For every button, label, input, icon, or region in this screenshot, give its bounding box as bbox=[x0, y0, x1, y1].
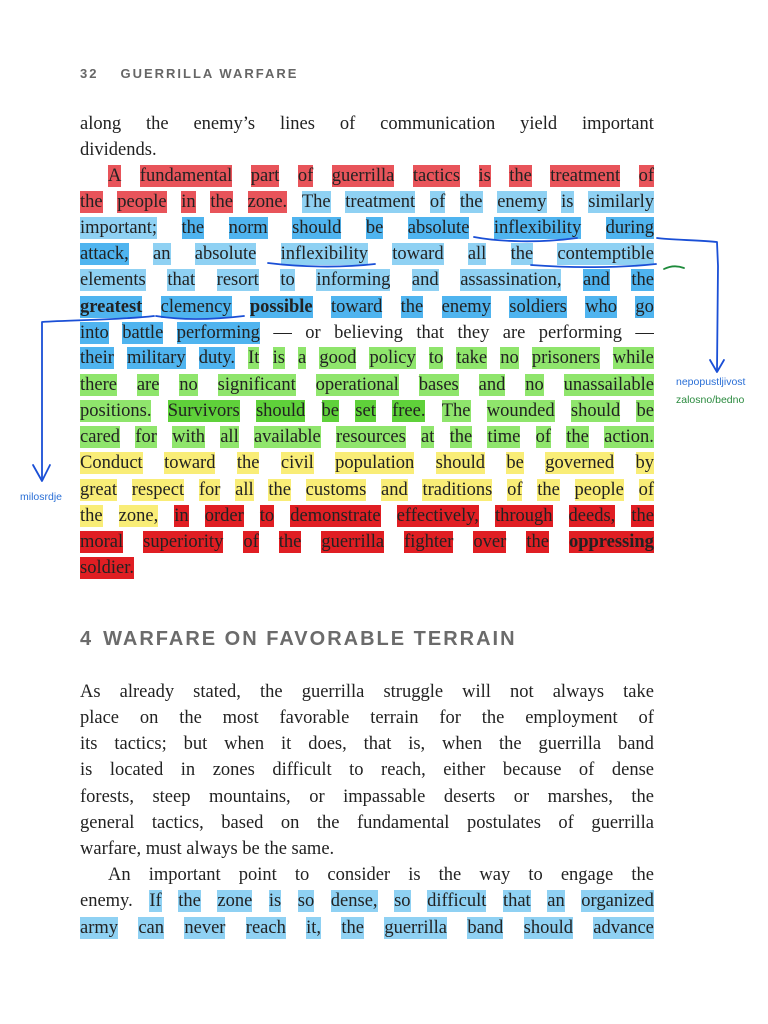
word: inflexibility bbox=[280, 244, 368, 264]
word: the bbox=[400, 297, 424, 317]
word: of bbox=[339, 114, 356, 134]
word: zone. bbox=[247, 192, 288, 212]
word: be bbox=[321, 401, 340, 421]
word: to bbox=[294, 865, 310, 885]
word: good bbox=[319, 348, 357, 368]
word: of bbox=[638, 480, 654, 500]
word: possible bbox=[249, 297, 313, 317]
word: while bbox=[612, 348, 654, 368]
word: should bbox=[435, 453, 486, 473]
word: take bbox=[623, 682, 654, 702]
word: It bbox=[248, 348, 260, 368]
word: an bbox=[153, 244, 171, 264]
word: are bbox=[136, 375, 160, 395]
word: it bbox=[281, 734, 292, 754]
word: based bbox=[221, 813, 264, 833]
word: will bbox=[462, 682, 491, 702]
word: all bbox=[220, 427, 239, 447]
word: all bbox=[467, 244, 487, 264]
word: the bbox=[526, 532, 549, 552]
word: or bbox=[513, 787, 530, 807]
word: traditions bbox=[422, 480, 493, 500]
word: toward bbox=[164, 453, 216, 473]
word: that bbox=[416, 323, 445, 343]
running-title: GUERRILLA WARFARE bbox=[120, 66, 299, 81]
word: cared bbox=[80, 427, 121, 447]
word: — bbox=[273, 323, 292, 343]
word: place bbox=[80, 708, 120, 728]
word: fundamental bbox=[356, 813, 450, 833]
word: of bbox=[243, 532, 259, 552]
word: should bbox=[523, 918, 573, 938]
word: is bbox=[80, 760, 93, 780]
word: Survivors bbox=[167, 401, 240, 421]
word: operational bbox=[315, 375, 399, 395]
word: employment bbox=[525, 708, 618, 728]
word: is bbox=[408, 865, 421, 885]
word: when bbox=[224, 734, 265, 754]
word: enemy. bbox=[80, 891, 133, 911]
word: guerrilla bbox=[591, 813, 654, 833]
word: be bbox=[242, 839, 260, 859]
word: the bbox=[631, 787, 654, 807]
margin-note-milosrdje: milosrdje bbox=[20, 491, 63, 503]
word: of bbox=[578, 760, 595, 780]
word: people bbox=[574, 480, 624, 500]
word: consider bbox=[327, 865, 391, 885]
word: reach, bbox=[381, 760, 426, 780]
word: the bbox=[509, 166, 532, 186]
word: guerrilla bbox=[301, 682, 365, 702]
word: all bbox=[235, 480, 254, 500]
word: customs bbox=[305, 480, 367, 500]
word: the bbox=[145, 114, 169, 134]
word: zone bbox=[217, 891, 253, 911]
word: the bbox=[537, 480, 560, 500]
underline-inflexibility-1 bbox=[474, 237, 577, 241]
word: treatment bbox=[550, 166, 621, 186]
word: does, bbox=[308, 734, 347, 754]
word: action. bbox=[604, 427, 654, 447]
word: they bbox=[457, 323, 490, 343]
word: is bbox=[478, 166, 491, 186]
word: for bbox=[439, 708, 461, 728]
word: or bbox=[309, 787, 325, 807]
word: at bbox=[421, 427, 435, 447]
word: be bbox=[365, 218, 384, 238]
word: similarly bbox=[588, 192, 654, 212]
word: along bbox=[80, 114, 122, 134]
word: stated, bbox=[193, 682, 241, 702]
arrow-left-line bbox=[42, 316, 154, 478]
margin-note-nepopustljivost: nepopustljivost bbox=[676, 376, 746, 388]
word: no bbox=[500, 348, 519, 368]
word: advance bbox=[593, 918, 654, 938]
word: battle bbox=[122, 323, 164, 343]
word: of bbox=[429, 192, 446, 212]
word: be bbox=[636, 401, 654, 421]
word: over bbox=[473, 532, 507, 552]
word: should bbox=[255, 401, 306, 421]
word: the bbox=[80, 506, 103, 526]
word: by bbox=[635, 453, 654, 473]
word: way bbox=[479, 865, 511, 885]
word: when bbox=[442, 734, 483, 754]
word: the bbox=[260, 682, 283, 702]
word: that bbox=[363, 734, 392, 754]
underline-inflexibility-2 bbox=[268, 263, 375, 267]
word: order bbox=[204, 506, 244, 526]
word: mountains, bbox=[208, 787, 291, 807]
word: general bbox=[80, 813, 135, 833]
word: engage bbox=[560, 865, 614, 885]
word: toward bbox=[330, 297, 383, 317]
word: so bbox=[297, 891, 315, 911]
underline-clemency bbox=[156, 316, 244, 319]
word: effectively, bbox=[396, 506, 479, 526]
word: assassination, bbox=[460, 270, 562, 290]
word: favorable bbox=[279, 708, 350, 728]
word: because bbox=[502, 760, 562, 780]
word: and bbox=[411, 270, 439, 290]
word: terrain bbox=[370, 708, 419, 728]
word: go bbox=[635, 297, 654, 317]
word: the bbox=[481, 708, 505, 728]
word: who bbox=[585, 297, 618, 317]
word: the bbox=[316, 813, 340, 833]
word: should bbox=[292, 218, 342, 238]
word: an bbox=[547, 891, 565, 911]
word: it, bbox=[306, 918, 322, 938]
word: in bbox=[174, 506, 189, 526]
word: unassailable bbox=[563, 375, 654, 395]
word: elements bbox=[80, 270, 146, 290]
word: fighter bbox=[404, 532, 454, 552]
word: the bbox=[236, 453, 260, 473]
word: of bbox=[558, 813, 574, 833]
word: deserts bbox=[443, 787, 496, 807]
word: moral bbox=[80, 532, 124, 552]
word: are bbox=[502, 323, 526, 343]
word: inflexibility bbox=[493, 218, 582, 238]
word: point bbox=[238, 865, 277, 885]
section-number: 4 bbox=[80, 628, 94, 650]
word: superiority bbox=[143, 532, 224, 552]
word: should bbox=[570, 401, 621, 421]
word: clemency bbox=[160, 297, 232, 317]
word: If bbox=[149, 891, 162, 911]
word: postulates bbox=[466, 813, 541, 833]
word: demonstrate bbox=[290, 506, 381, 526]
word: forests, bbox=[80, 787, 134, 807]
word: but bbox=[183, 734, 208, 754]
word: a bbox=[298, 348, 307, 368]
word: never bbox=[184, 918, 226, 938]
word: available bbox=[253, 427, 321, 447]
word: there bbox=[80, 375, 117, 395]
word: during bbox=[605, 218, 654, 238]
word: dividends. bbox=[80, 140, 157, 160]
word: into bbox=[80, 323, 109, 343]
word: population bbox=[335, 453, 415, 473]
word: warfare, bbox=[80, 839, 142, 859]
word: the bbox=[210, 192, 233, 212]
word: lines bbox=[280, 114, 315, 134]
word: believing bbox=[334, 323, 403, 343]
word: of bbox=[535, 427, 552, 447]
word: the bbox=[631, 506, 654, 526]
word: take bbox=[456, 348, 488, 368]
word: the bbox=[449, 427, 473, 447]
word: always bbox=[186, 839, 238, 859]
word: for bbox=[135, 427, 157, 447]
word: absolute bbox=[407, 218, 470, 238]
word: guerrilla bbox=[538, 734, 602, 754]
word: oppressing bbox=[568, 532, 654, 552]
word: — bbox=[635, 323, 654, 343]
word: policy bbox=[369, 348, 416, 368]
word: with bbox=[172, 427, 205, 447]
word: in bbox=[180, 760, 196, 780]
word: located bbox=[109, 760, 164, 780]
word: contemptible bbox=[557, 244, 654, 264]
word: to bbox=[428, 348, 444, 368]
word: on bbox=[280, 813, 300, 833]
word: that bbox=[167, 270, 196, 290]
word: dense bbox=[611, 760, 654, 780]
word: absolute bbox=[194, 244, 257, 264]
word: the bbox=[178, 891, 201, 911]
word: of bbox=[507, 480, 523, 500]
word: yield bbox=[520, 114, 558, 134]
word: performing bbox=[538, 323, 622, 343]
word: important bbox=[581, 114, 654, 134]
word: already bbox=[119, 682, 175, 702]
word: either bbox=[443, 760, 486, 780]
word: enemy bbox=[497, 192, 547, 212]
word: free. bbox=[392, 401, 426, 421]
word: that bbox=[502, 891, 531, 911]
word: the bbox=[438, 865, 462, 885]
word: enemy’s bbox=[193, 114, 256, 134]
word: An bbox=[108, 865, 131, 885]
word: A bbox=[108, 166, 122, 186]
word: to bbox=[528, 865, 543, 885]
word: band bbox=[467, 918, 504, 938]
word: The bbox=[301, 192, 331, 212]
word: and bbox=[583, 270, 610, 290]
word: performing bbox=[176, 323, 260, 343]
word: through bbox=[494, 506, 553, 526]
word: no bbox=[525, 375, 544, 395]
word: resources bbox=[335, 427, 406, 447]
word: is, bbox=[408, 734, 426, 754]
word: is bbox=[268, 891, 282, 911]
underline-contemptible bbox=[531, 264, 656, 267]
word: not bbox=[510, 682, 534, 702]
word: on bbox=[139, 708, 159, 728]
word: to bbox=[349, 760, 364, 780]
word: norm bbox=[228, 218, 268, 238]
word: bases bbox=[418, 375, 459, 395]
word: the bbox=[268, 480, 291, 500]
word: treatment bbox=[345, 192, 416, 212]
word: the bbox=[631, 270, 654, 290]
word: greatest bbox=[80, 297, 143, 317]
word: time bbox=[487, 427, 521, 447]
word: must bbox=[145, 839, 182, 859]
page-number: 32 bbox=[80, 66, 99, 81]
word: the bbox=[80, 192, 103, 212]
word: so bbox=[394, 891, 411, 911]
word: the bbox=[179, 708, 202, 728]
word: army bbox=[80, 918, 119, 938]
word: organized bbox=[581, 891, 654, 911]
word: dense, bbox=[330, 891, 378, 911]
word: great bbox=[80, 480, 117, 500]
word: in bbox=[181, 192, 196, 212]
word: enemy bbox=[441, 297, 491, 317]
word: tactics; bbox=[114, 734, 167, 754]
word: always bbox=[552, 682, 605, 702]
word: guerrilla bbox=[331, 166, 395, 186]
word: the bbox=[459, 192, 483, 212]
word: wounded bbox=[486, 401, 555, 421]
word: important; bbox=[80, 218, 158, 238]
word: zone, bbox=[118, 506, 159, 526]
word: military bbox=[127, 348, 186, 368]
word: positions. bbox=[80, 401, 152, 421]
margin-note-zalosno-bedno: zalosno/bedno bbox=[676, 394, 745, 406]
word: the bbox=[264, 839, 287, 859]
word: reach bbox=[245, 918, 286, 938]
word: for bbox=[198, 480, 221, 500]
word: tactics bbox=[412, 166, 461, 186]
word: of bbox=[638, 166, 654, 186]
green-dash-mark bbox=[664, 266, 684, 269]
word: zones bbox=[212, 760, 255, 780]
word: informing bbox=[316, 270, 391, 290]
word: or bbox=[305, 323, 321, 343]
word: of bbox=[638, 708, 654, 728]
word: is bbox=[561, 192, 574, 212]
word: the bbox=[498, 734, 522, 754]
word: soldier. bbox=[80, 558, 134, 578]
word: the bbox=[510, 244, 534, 264]
word: the bbox=[566, 427, 589, 447]
word: communication bbox=[380, 114, 496, 134]
word: and bbox=[478, 375, 506, 395]
word: its bbox=[80, 734, 98, 754]
word: the bbox=[341, 918, 364, 938]
word: struggle bbox=[383, 682, 444, 702]
word: duty. bbox=[198, 348, 236, 368]
word: deeds, bbox=[568, 506, 616, 526]
word: difficult bbox=[427, 891, 487, 911]
word: impassable bbox=[343, 787, 426, 807]
word: the bbox=[278, 532, 302, 552]
word: soldiers bbox=[509, 297, 567, 317]
word: of bbox=[297, 166, 314, 186]
word: difficult bbox=[272, 760, 332, 780]
word: to bbox=[259, 506, 275, 526]
word: significant bbox=[217, 375, 296, 395]
word: set bbox=[355, 401, 376, 421]
word: guerrilla bbox=[384, 918, 447, 938]
word: respect bbox=[131, 480, 185, 500]
word: Conduct bbox=[80, 453, 143, 473]
word: guerrilla bbox=[321, 532, 385, 552]
arrow-right-line bbox=[657, 238, 718, 370]
word: people bbox=[117, 192, 167, 212]
word: toward bbox=[392, 244, 444, 264]
word: important bbox=[148, 865, 221, 885]
word: part bbox=[250, 166, 280, 186]
word: most bbox=[222, 708, 259, 728]
word: same. bbox=[291, 839, 335, 859]
word: marshes, bbox=[547, 787, 613, 807]
word: be bbox=[506, 453, 524, 473]
word: and bbox=[381, 480, 408, 500]
word: the bbox=[631, 865, 654, 885]
word: the bbox=[181, 218, 205, 238]
word: The bbox=[441, 401, 471, 421]
word: fundamental bbox=[139, 166, 233, 186]
word: no bbox=[179, 375, 198, 395]
word: to bbox=[280, 270, 295, 290]
word: governed bbox=[545, 453, 615, 473]
word: band bbox=[617, 734, 654, 754]
word: prisoners bbox=[531, 348, 600, 368]
section-title: WARFARE ON FAVORABLE TERRAIN bbox=[103, 628, 517, 650]
word: civil bbox=[280, 453, 314, 473]
word: can bbox=[138, 918, 165, 938]
word: tactics, bbox=[151, 813, 204, 833]
word: steep bbox=[152, 787, 191, 807]
word: resort bbox=[216, 270, 259, 290]
word: is bbox=[272, 348, 285, 368]
word: their bbox=[80, 348, 114, 368]
word: As bbox=[80, 682, 101, 702]
word: attack, bbox=[80, 244, 129, 264]
